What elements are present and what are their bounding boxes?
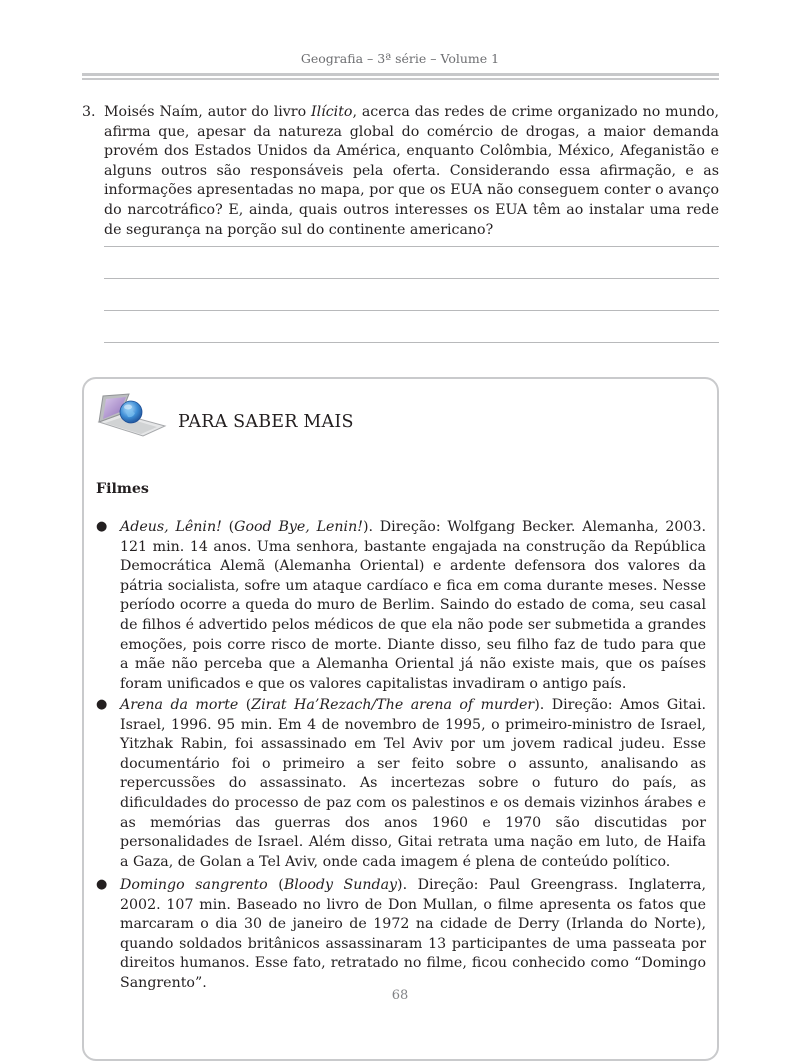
- bullet-icon: ●: [96, 519, 108, 534]
- film-text: [120, 696, 706, 872]
- film-item: [96, 696, 706, 872]
- film-paren-close: ): [362, 519, 369, 535]
- answer-line: [104, 342, 719, 343]
- film-paren-close: ): [397, 877, 403, 893]
- film-original-title: Zirat Ha’Rezach/The arena of murder: [251, 697, 535, 713]
- film-text: [120, 518, 706, 694]
- question-3: [82, 103, 719, 240]
- film-paren-open: (: [221, 519, 235, 535]
- answer-line: [104, 310, 719, 311]
- film-title: Adeus, Lênin!: [120, 519, 222, 535]
- box-title: PARA SABER MAIS: [178, 412, 354, 432]
- film-details: . Direção: Amos Gitai. Israel, 1996. 95 min. Em 4 de novembro de 1995, o primeiro-ministro de Israel, Yitzhak Rabin, foi assassinado em Tel Aviv por um jovem radical judeu. Esse documentário foi o primeiro a ser feito sobre o assunto, analisando as repercussões do assassinato. As incertezas sobre o futuro do país, as dificuldades do processo de paz com os palestinos e os demais vizinhos árabes e as memórias das guerras dos anos 1960 e 1970 são discutidas por personalidades de Israel. Além disso, Gitai retrata uma nação em luto, de Haifa a Gaza, de Golan a Tel Aviv, onde cada imagem é plena de conteúdo político.: [120, 697, 706, 870]
- answer-line: [104, 278, 719, 279]
- film-title: Arena da morte: [120, 697, 239, 713]
- bullet-icon: ●: [96, 697, 108, 712]
- running-head: Geografia – 3ª série – Volume 1: [300, 51, 500, 66]
- film-paren-open: (: [267, 877, 284, 893]
- page-number: 68: [391, 988, 409, 1003]
- laptop-globe-icon: [93, 392, 169, 448]
- question-book-title: Ilícito: [311, 104, 353, 120]
- film-paren-open: (: [238, 697, 252, 713]
- header-rule-bottom: [82, 78, 719, 80]
- question-text: [104, 103, 719, 240]
- film-original-title: Good Bye, Lenin!: [234, 519, 363, 535]
- film-details: . Direção: Paul Greengrass. Inglaterra, 2002. 107 min. Baseado no livro de Don Mullan, o filme apresenta os fatos que marcaram o dia 30 de janeiro de 1972 na cidade de Derry (Irlanda do Norte), quando soldados britânicos assassinaram 13 participantes de uma passeata por direitos humanos. Esse fato, retratado no filme, ficou conhecido como “Domingo Sangrento”.: [120, 877, 707, 991]
- film-original-title: Bloody Sunday: [283, 877, 398, 893]
- film-title: Domingo sangrento: [120, 877, 268, 893]
- film-details: . Direção: Wolfgang Becker. Alemanha, 2003. 121 min. 14 anos. Uma senhora, bastante engajada na construção da República Democrática Alemã (Alemanha Oriental) e ardente defensora dos valores da pátria socialista, sofre um ataque cardíaco e fica em coma durante meses. Nesse período ocorre a queda do muro de Berlim. Saindo do estado de coma, seu casal de filhos é advertido pelos médicos de que ela não pode ser submetida a grandes emoções, pois corre risco de morte. Diante disso, seu filho faz de tudo para que a mãe não perceba que a Alemanha Oriental já não existe mais, que os países foram unificados e que os valores capitalistas invadiram o antigo país.: [120, 519, 706, 692]
- film-item: [96, 518, 706, 694]
- section-heading: Filmes: [96, 481, 149, 497]
- question-text-lead: Moisés Naím, autor do livro: [104, 104, 312, 120]
- question-number: 3.: [82, 104, 96, 120]
- question-text-body: , acerca das redes de crime organizado no mundo, afirma que, apesar da natureza global do comércio de drogas, a maior demanda provém dos Estados Unidos da América, enquanto Colômbia, México, Afeganistão e alguns outros são responsáveis pela oferta. Considerando essa afirmação, e as informações apresentadas no mapa, por que os EUA não conseguem conter o avanço do narcotráfico? E, ainda, quais outros interesses os EUA têm ao instalar uma rede de segurança na porção sul do continente americano?: [104, 104, 719, 238]
- film-item: [96, 876, 706, 994]
- answer-line: [104, 246, 719, 247]
- header-rule-top: [82, 73, 719, 76]
- bullet-icon: ●: [96, 877, 108, 892]
- film-paren-close: ): [534, 697, 540, 713]
- film-text: [120, 876, 706, 994]
